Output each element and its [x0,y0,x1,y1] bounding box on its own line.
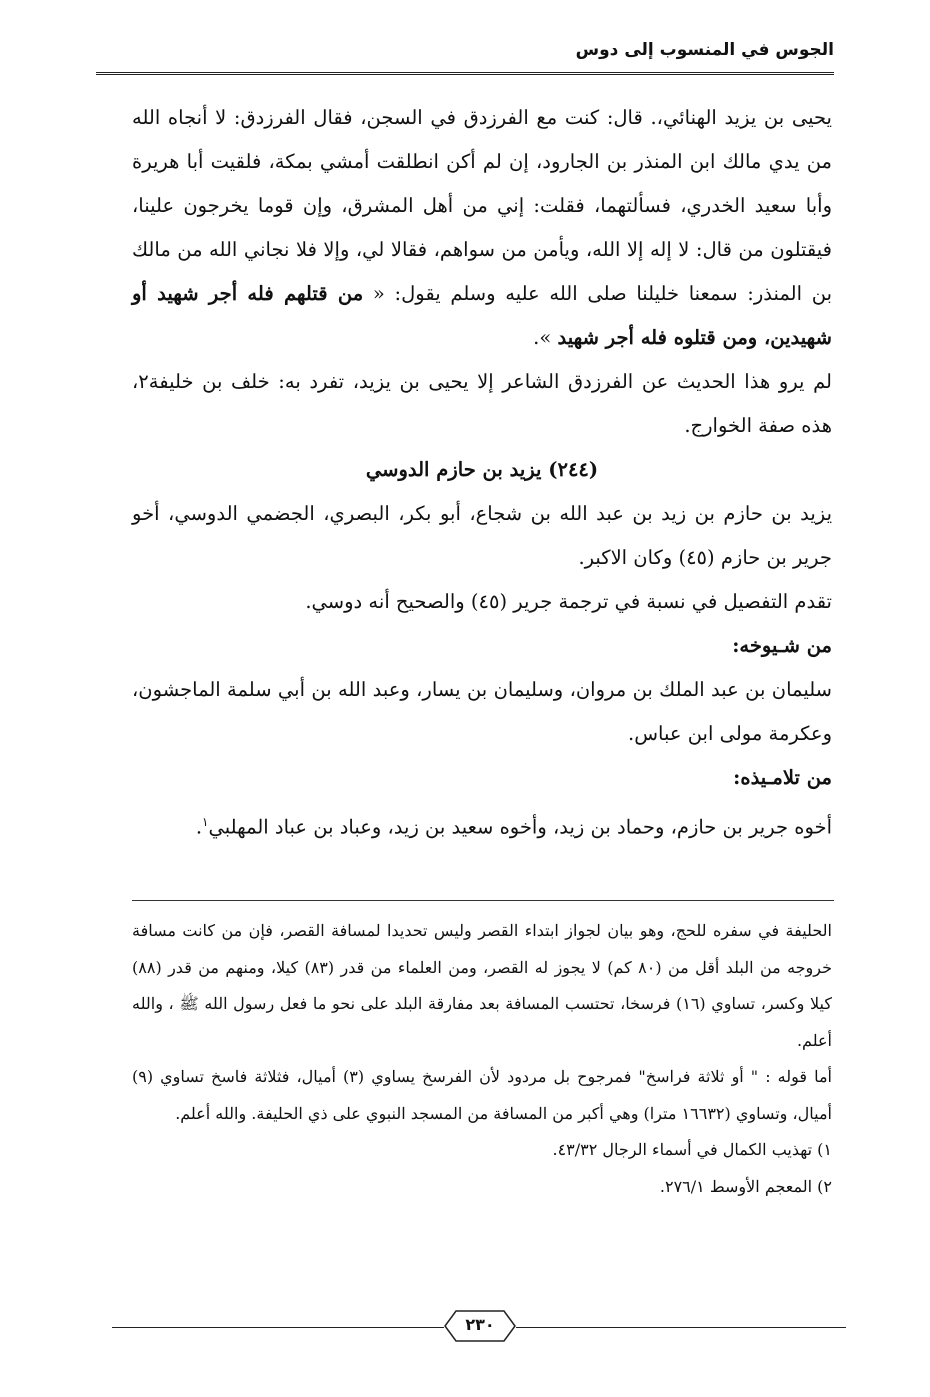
hadith-quote: من قتلهم فله أجر شهيد أو شهيدين، ومن قتلوه فله أجر شهيد [132,282,832,349]
footnotes [132,913,832,1205]
footnote-1: ١) تهذيب الكمال في أسماء الرجال ٤٣/٣٢. [552,1140,832,1159]
footnote-2: ٢) المعجم الأوسط ٢٧٦/١. [659,1176,832,1196]
students-heading: من تلامـيذه: [733,766,832,789]
narration-paragraph [132,96,832,360]
lineage-paragraph: يزيد بن حازم بن زيد بن عبد الله بن شجاع، أبو بكر، البصري، الجضمي الدوسي، أخو جرير بن حازم (٤٥) وكان الاكبر. [132,502,832,569]
footnote-marker: ١ [202,815,209,829]
narration-text: يحيى بن يزيد الهنائي،. قال: كنت مع الفرزدق في السجن، فقال الفرزدق: لا أنجاه الله من يدي مالك ابن المنذر بن الجارود، إن لم أكن انطلقت أمشي بمكة، فلقيت أبا هريرة وأبا سعيد الخدري، فسألتهما، فقلت: إني من أهل المشرق، وإن قوما يخرجون علينا، فيقتلون من قال: لا إله إلا الله، ويأمن من سواهم، فقالا لي، وإلا فلا نجاني الله من مالك بن المنذر: سمعنا خليلنا صلى الله عليه وسلم يقول: « [132,106,832,305]
running-title: الجوس في المنسوب إلى دوس [575,40,834,60]
commentary-paragraph: لم يرو هذا الحديث عن الفرزدق الشاعر إلا يحيى بن يزيد، تفرد به: خلف بن خليفة٢، هذه صفة الخوارج. [132,370,832,437]
students-end: . [195,815,203,839]
header-divider [96,72,834,75]
page-number: ٢٣٠ [465,1315,495,1334]
footnote-continuation: الحليفة في سفره للحج، وهو بيان لجواز ابتداء القصر وليس تحديدا لمسافة القصر، فإن من كانت مسافة خروجه من البلد أقل من (٨٠ كم) لا يجوز له القصر، ومن العلماء من قدر (٨٣) كيلا، ومنهم من قدر (٨٨) كيلا وكسر، تساوي (١٦) فرسخا، تحتسب المسافة بعد مفارقة البلد على نحو ما فعل رسول الله ﷺ ، والله أعلم. [132,921,832,1050]
main-text [132,96,832,850]
teachers-heading: من شـيوخه: [732,634,832,657]
footnote-divider [132,900,834,901]
page-number-badge [444,1310,516,1342]
footnote-continuation-2: أما قوله : " أو ثلاثة فراسخ" فمرجوح بل مردود لأن الفرسخ يساوي (٣) أميال، فثلاثة فاسخ تساوي (٩) أميال، وتساوي (١٦٦٣٢ مترا) وهي أكبر من المسافة من المسجد النبوي على ذي الحليفة. والله أعلم. [132,1067,832,1123]
quote-close: ». [533,326,552,349]
students-paragraph [132,800,832,850]
footer-rule-right [516,1327,846,1328]
footer-rule-left [112,1327,444,1328]
biography-heading: (٢٤٤) يزيد بن حازم الدوسي [365,458,599,481]
cross-reference-paragraph: تقدم التفصيل في نسبة في ترجمة جرير (٤٥) والصحيح أنه دوسي. [305,590,832,613]
teachers-paragraph: سليمان بن عبد الملك بن مروان، وسليمان بن يسار، وعبد الله بن أبي سلمة الماجشون، وعكرمة مولى ابن عباس. [132,678,832,745]
students-text: أخوه جرير بن حازم، وحماد بن زيد، وأخوه سعيد بن زيد، وعباد بن عباد المهلبي [208,815,832,839]
